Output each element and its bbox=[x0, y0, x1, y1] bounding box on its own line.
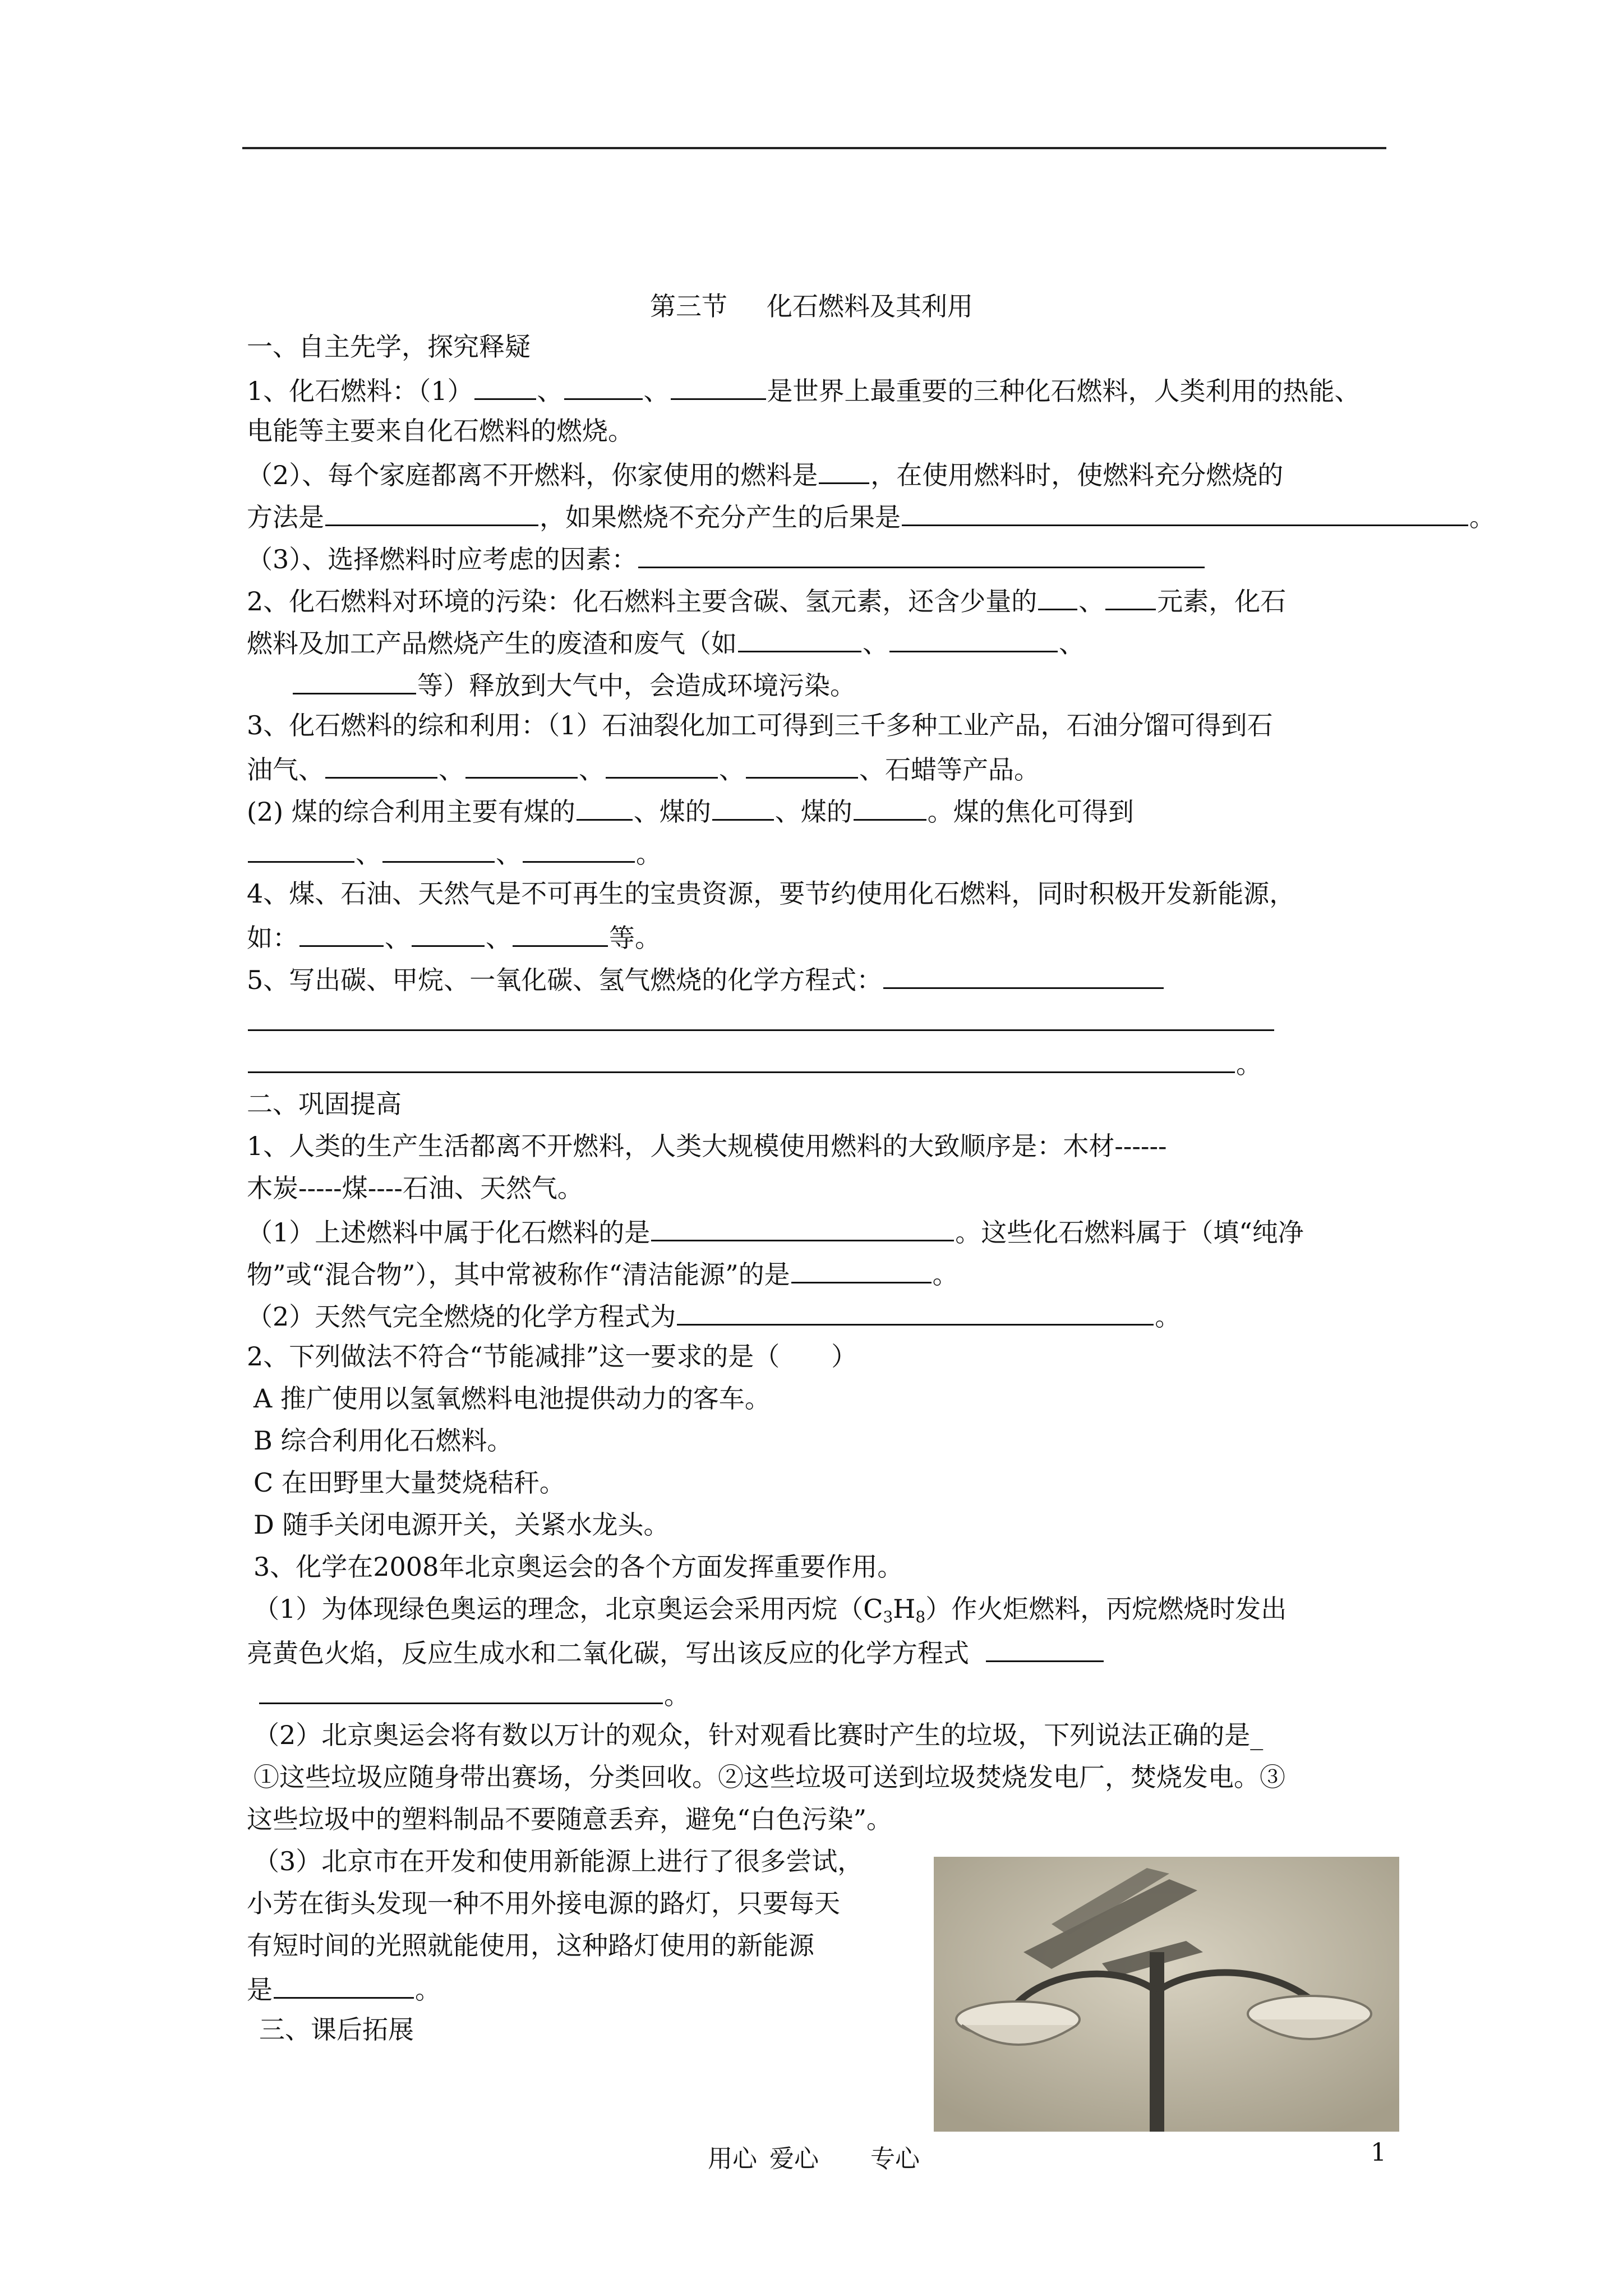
answer-blank[interactable] bbox=[274, 1968, 414, 1999]
s1-q1-2-line1: （2）、每个家庭都离不开燃料，你家使用的燃料是 ，在使用燃料时，使燃料充分燃烧的 bbox=[247, 453, 1283, 495]
answer-blank[interactable] bbox=[854, 790, 926, 821]
option-d[interactable]: D 随手关闭电源开关，关紧水龙头。 bbox=[253, 1510, 670, 1540]
answer-blank[interactable] bbox=[986, 1631, 1104, 1662]
footer-motto-1: 用心 bbox=[708, 2145, 757, 2173]
s2-q2: 2、下列做法不符合“节能减排”这一要求的是（ ） bbox=[247, 1341, 857, 1372]
section2-heading: 二、巩固提高 bbox=[247, 1089, 402, 1119]
answer-blank[interactable] bbox=[474, 369, 536, 400]
answer-blank[interactable] bbox=[248, 1042, 1235, 1073]
answer-blank[interactable] bbox=[523, 832, 635, 863]
s2-q3-3-line2: 小芳在街头发现一种不用外接电源的路灯，只要每天 bbox=[247, 1888, 840, 1918]
option-c[interactable]: C 在田野里大量焚烧秸秆。 bbox=[253, 1467, 565, 1498]
s2-q3-3-line4: 是 。 bbox=[247, 1968, 441, 2009]
s1-q4-line2: 如： 、 、 等。 bbox=[247, 916, 661, 958]
answer-blank[interactable] bbox=[819, 453, 869, 484]
s2-q3-1-line2: 亮黄色火焰，反应生成水和二氧化碳，写出该反应的化学方程式 bbox=[247, 1631, 1105, 1673]
footer-motto-2: 爱心 bbox=[769, 2145, 819, 2173]
s2-q1-1-line1: （1）上述燃料中属于化石燃料的是 。这些化石燃料属于（填“纯净 bbox=[247, 1211, 1304, 1252]
answer-blank[interactable] bbox=[564, 369, 643, 400]
s2-q1-2: （2）天然气完全燃烧的化学方程式为 。 bbox=[247, 1295, 1181, 1336]
answer-blank[interactable] bbox=[248, 1000, 1274, 1031]
page-title: 第三节 化石燃料及其利用 bbox=[650, 291, 973, 321]
answer-blank[interactable] bbox=[883, 958, 1164, 989]
answer-blank[interactable] bbox=[577, 790, 633, 821]
option-b[interactable]: B 综合利用化石燃料。 bbox=[253, 1425, 513, 1456]
answer-blank[interactable] bbox=[606, 748, 718, 779]
answer-blank[interactable] bbox=[259, 1673, 663, 1704]
answer-blank[interactable] bbox=[382, 832, 495, 863]
answer-blank[interactable] bbox=[465, 748, 578, 779]
answer-blank[interactable] bbox=[1105, 579, 1156, 610]
s1-q1-line2: 电能等主要来自化石燃料的燃烧。 bbox=[247, 416, 634, 446]
s1-q2-line1: 2、化石燃料对环境的污染：化石燃料主要含碳、氢元素，还含少量的 、 元素，化石 bbox=[247, 579, 1286, 621]
s1-q3-2-line1: (2) 煤的综合利用主要有煤的 、煤的 、煤的 。煤的焦化可得到 bbox=[247, 790, 1134, 831]
s1-q3-line1: 3、化石燃料的综和利用：（1）石油裂化加工可得到三千多种工业产品，石油分馏可得到石 bbox=[247, 710, 1273, 740]
answer-blank[interactable] bbox=[1038, 579, 1077, 610]
s1-q5-line1: 5、写出碳、甲烷、一氧化碳、氢气燃烧的化学方程式： bbox=[247, 958, 1165, 1000]
s1-q1-3: （3）、选择燃料时应考虑的因素： bbox=[247, 537, 1206, 579]
s1-q3-2-line2: 、 、 。 bbox=[247, 832, 662, 873]
answer-blank[interactable] bbox=[412, 916, 485, 947]
s2-q3-3-line1: （3）北京市在开发和使用新能源上进行了很多尝试， bbox=[253, 1846, 864, 1876]
answer-blank[interactable] bbox=[712, 790, 774, 821]
answer-blank[interactable] bbox=[293, 664, 416, 694]
option-a[interactable]: A 推广使用以氢氧燃料电池提供动力的客车。 bbox=[253, 1383, 771, 1414]
s2-q3-1-line1: （1）为体现绿色奥运的理念，北京奥运会采用丙烷$(C_3H_8)$作火炬燃料，丙烷燃烧时发出 bbox=[253, 1594, 1287, 1626]
solar-lamp-illustration bbox=[934, 1857, 1399, 2132]
s1-q2-line3: 等）释放到大气中，会造成环境污染。 bbox=[292, 664, 856, 705]
answer-blank[interactable] bbox=[889, 622, 1058, 652]
s2-q3-1-line3: 。 bbox=[258, 1673, 690, 1715]
section1-heading: 一、自主先学，探究释疑 bbox=[247, 332, 531, 362]
answer-blank[interactable] bbox=[248, 832, 354, 863]
footer-motto-3: 专心 bbox=[870, 2145, 920, 2173]
answer-blank[interactable] bbox=[325, 748, 437, 779]
answer-blank[interactable] bbox=[791, 1253, 932, 1283]
section3-heading: 三、课后拓展 bbox=[259, 2014, 414, 2045]
s2-q1-line1: 1、人类的生产生活都离不开燃料，人类大规模使用燃料的大致顺序是：木材------ bbox=[247, 1131, 1167, 1161]
answer-blank[interactable] bbox=[325, 495, 538, 526]
answer-blank[interactable] bbox=[299, 916, 384, 947]
answer-blank[interactable] bbox=[902, 495, 1468, 526]
s2-q1-1-line2: 物”或“混合物”），其中常被称作“清洁能源”的是 。 bbox=[247, 1253, 958, 1294]
s1-q1-2-line2: 方法是 ，如果燃烧不充分产生的后果是 。 bbox=[247, 495, 1495, 537]
page-number: 1 bbox=[1371, 2138, 1386, 2167]
answer-blank[interactable] bbox=[651, 1211, 954, 1241]
s1-q5-line3: 。 bbox=[247, 1042, 1262, 1084]
answer-blank[interactable] bbox=[677, 1295, 1154, 1326]
s1-q5-line2 bbox=[247, 1000, 1275, 1042]
answer-blank[interactable] bbox=[513, 916, 608, 947]
s2-q3-2-line3: 这些垃圾中的塑料制品不要随意丢弃，避免“白色污染”。 bbox=[247, 1804, 893, 1834]
s2-q3-2-line1: （2）北京奥运会将有数以万计的观众，针对观看比赛时产生的垃圾，下列说法正确的是_ bbox=[253, 1720, 1264, 1750]
s2-q3-2-line2: ①这些垃圾应随身带出赛场，分类回收。②这些垃圾可送到垃圾焚烧发电厂，焚烧发电。③ bbox=[253, 1762, 1285, 1792]
answer-blank[interactable] bbox=[746, 748, 858, 779]
answer-blank[interactable] bbox=[638, 537, 1205, 568]
s2-q3-3-line3: 有短时间的光照就能使用，这种路灯使用的新能源 bbox=[247, 1930, 814, 1961]
s2-q3: 3、化学在2008年北京奥运会的各个方面发挥重要作用。 bbox=[253, 1552, 903, 1582]
answer-blank[interactable] bbox=[738, 622, 861, 652]
s1-q4-line1: 4、煤、石油、天然气是不可再生的宝贵资源，要节约使用化石燃料，同时积极开发新能源， bbox=[247, 878, 1295, 909]
s1-q3-line2: 油气、 、 、 、 、石蜡等产品。 bbox=[247, 748, 1040, 789]
s2-q1-line2: 木炭-----煤----石油、天然气。 bbox=[247, 1173, 583, 1203]
solar-street-lamp-photo bbox=[934, 1857, 1399, 2132]
s1-q2-line2: 燃料及加工产品燃烧产生的废渣和废气（如 、 、 bbox=[247, 622, 1085, 663]
s1-q1-line1: 1、化石燃料：（1） 、 、 是世界上最重要的三种化石燃料，人类利用的热能、 bbox=[247, 369, 1361, 411]
answer-blank[interactable] bbox=[671, 369, 766, 400]
header-rule bbox=[242, 147, 1386, 149]
